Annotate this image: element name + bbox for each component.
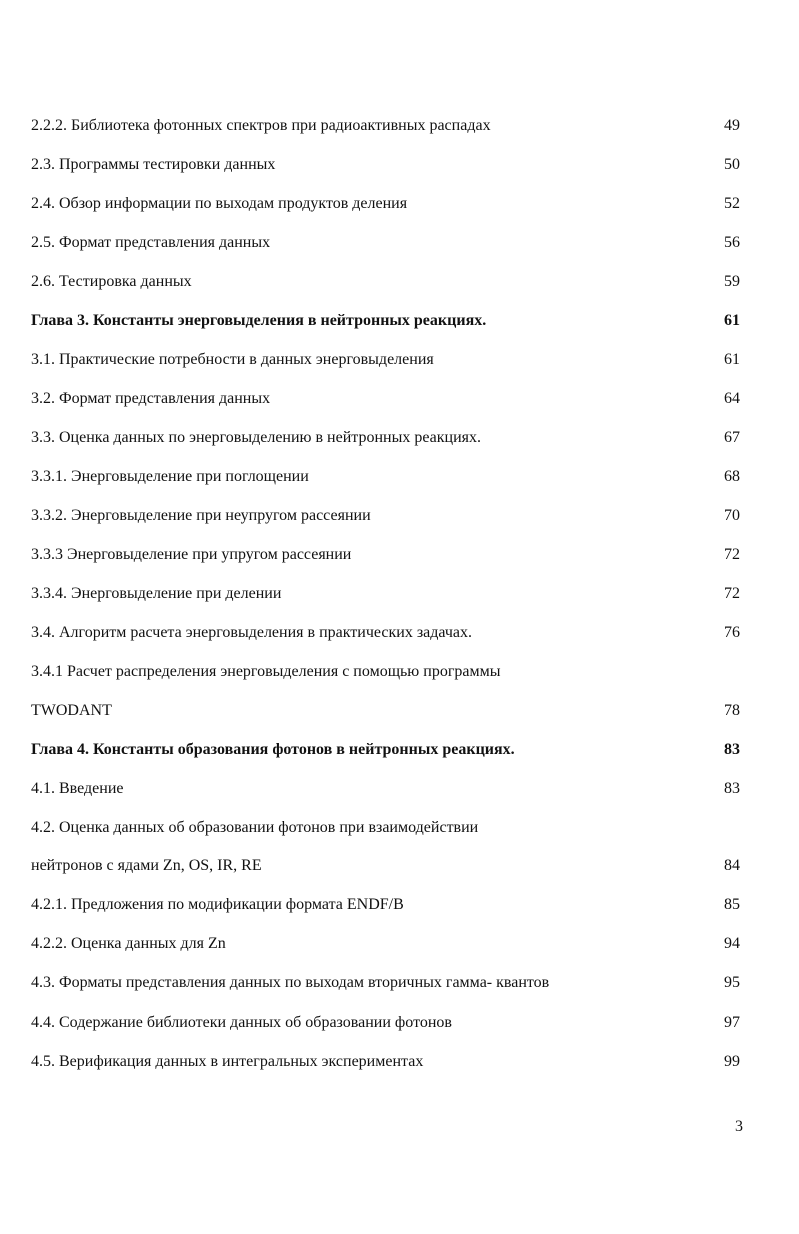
toc-entry-2-4: [31, 192, 740, 216]
toc-chapter-4: [31, 738, 740, 762]
toc-entry-page: 59: [724, 273, 740, 290]
toc-entry-page: 64: [724, 390, 740, 407]
toc-entry-4-3: [31, 971, 740, 995]
toc-entry-title: 4.5. Верификация данных в интегральных экспериментах: [31, 1053, 424, 1070]
toc-entry-3-3-1: [31, 465, 740, 489]
toc-entry-page: 95: [724, 974, 740, 991]
toc-entry-3-3-3: [31, 543, 740, 567]
toc-entry-page: 68: [724, 468, 740, 485]
toc-entry-3-3: [31, 426, 740, 450]
toc-entry-4-2-continued: [31, 854, 740, 878]
page-number: 3: [735, 1118, 743, 1135]
toc-entry-title: TWODANT: [31, 702, 112, 719]
toc-entry-page: 76: [724, 624, 740, 641]
toc-entry-3-4: [31, 621, 740, 645]
toc-entry-2-2-2: [31, 114, 740, 138]
toc-entry-page: 85: [724, 896, 740, 913]
toc-entry-title: 3.3.3 Энерговыделение при упругом рассеянии: [31, 546, 352, 563]
toc-entry-page: 70: [724, 507, 740, 524]
toc-entry-title: 2.5. Формат представления данных: [31, 234, 271, 251]
toc-entry-page: 61: [724, 312, 740, 329]
toc-entry-title: 4.2.2. Оценка данных для Zn: [31, 935, 226, 952]
toc-entry-2-3: [31, 153, 740, 177]
toc-entry-page: 56: [724, 234, 740, 251]
toc-entry-title: 2.3. Программы тестировки данных: [31, 156, 276, 173]
toc-entry-3-3-2: [31, 504, 740, 528]
toc-entry-page: 67: [724, 429, 740, 446]
toc-entry-title: 3.4. Алгоритм расчета энерговыделения в практических задачах.: [31, 624, 473, 641]
toc-entry-title: 4.2.1. Предложения по модификации формата ENDF/B: [31, 896, 404, 913]
toc-chapter-3: [31, 309, 740, 333]
toc-entry-page: 83: [724, 741, 740, 758]
toc-chapter-title: Глава 3. Константы энерговыделения в нейтронных реакциях.: [31, 312, 487, 329]
toc-entry-title: 3.3.2. Энерговыделение при неупругом рассеянии: [31, 507, 371, 524]
toc-entry-title: 3.1. Практические потребности в данных энерговыделения: [31, 351, 434, 368]
toc-entry-2-5: [31, 231, 740, 255]
toc-entry-page: 61: [724, 351, 740, 368]
toc-entry-2-6: [31, 270, 740, 294]
toc-entry-4-4: [31, 1011, 740, 1035]
toc-entry-title: нейтронов с ядами Zn, OS, IR, RE: [31, 857, 262, 874]
toc-entry-3-4-1: [31, 660, 740, 684]
toc-entry-page: 84: [724, 857, 740, 874]
toc-entry-title: 3.3. Оценка данных по энерговыделению в нейтронных реакциях.: [31, 429, 481, 446]
toc-entry-4-5: [31, 1050, 740, 1074]
toc-entry-page: 99: [724, 1053, 740, 1070]
toc-entry-title: 2.2.2. Библиотека фотонных спектров при радиоактивных распадах: [31, 117, 491, 134]
toc-entry-title: 3.3.1. Энерговыделение при поглощении: [31, 468, 309, 485]
toc-entry-page: 72: [724, 585, 740, 602]
toc-entry-3-3-4: [31, 582, 740, 606]
toc-entry-title: 4.2. Оценка данных об образовании фотонов при взаимодействии: [31, 819, 479, 836]
toc-entry-4-2-1: [31, 893, 740, 917]
toc-entry-page: 72: [724, 546, 740, 563]
toc-entry-4-2: [31, 816, 740, 840]
toc-entry-title: 2.4. Обзор информации по выходам продуктов деления: [31, 195, 408, 212]
toc-entry-title: 3.2. Формат представления данных: [31, 390, 271, 407]
toc-chapter-title: Глава 4. Константы образования фотонов в нейтронных реакциях.: [31, 741, 515, 758]
toc-entry-page: 94: [724, 935, 740, 952]
toc-entry-3-4-1-continued: [31, 699, 740, 723]
toc-entry-page: 52: [724, 195, 740, 212]
toc-entry-title: 4.3. Форматы представления данных по выходам вторичных гамма- квантов: [31, 974, 550, 991]
toc-entry-title: 4.1. Введение: [31, 780, 124, 797]
toc-entry-3-1: [31, 348, 740, 372]
toc-entry-page: 97: [724, 1014, 740, 1031]
toc-entry-4-1: [31, 777, 740, 801]
toc-entry-title: 2.6. Тестировка данных: [31, 273, 192, 290]
toc-entry-page: 50: [724, 156, 740, 173]
toc-entry-title: 4.4. Содержание библиотеки данных об образовании фотонов: [31, 1014, 452, 1031]
toc-entry-page: 83: [724, 780, 740, 797]
toc-entry-title: 3.3.4. Энерговыделение при делении: [31, 585, 282, 602]
toc-entry-title: 3.4.1 Расчет распределения энерговыделения с помощью программы: [31, 663, 501, 680]
toc-entry-page: 49: [724, 117, 740, 134]
toc-entry-4-2-2: [31, 932, 740, 956]
toc-entry-3-2: [31, 387, 740, 411]
toc-entry-page: 78: [724, 702, 740, 719]
